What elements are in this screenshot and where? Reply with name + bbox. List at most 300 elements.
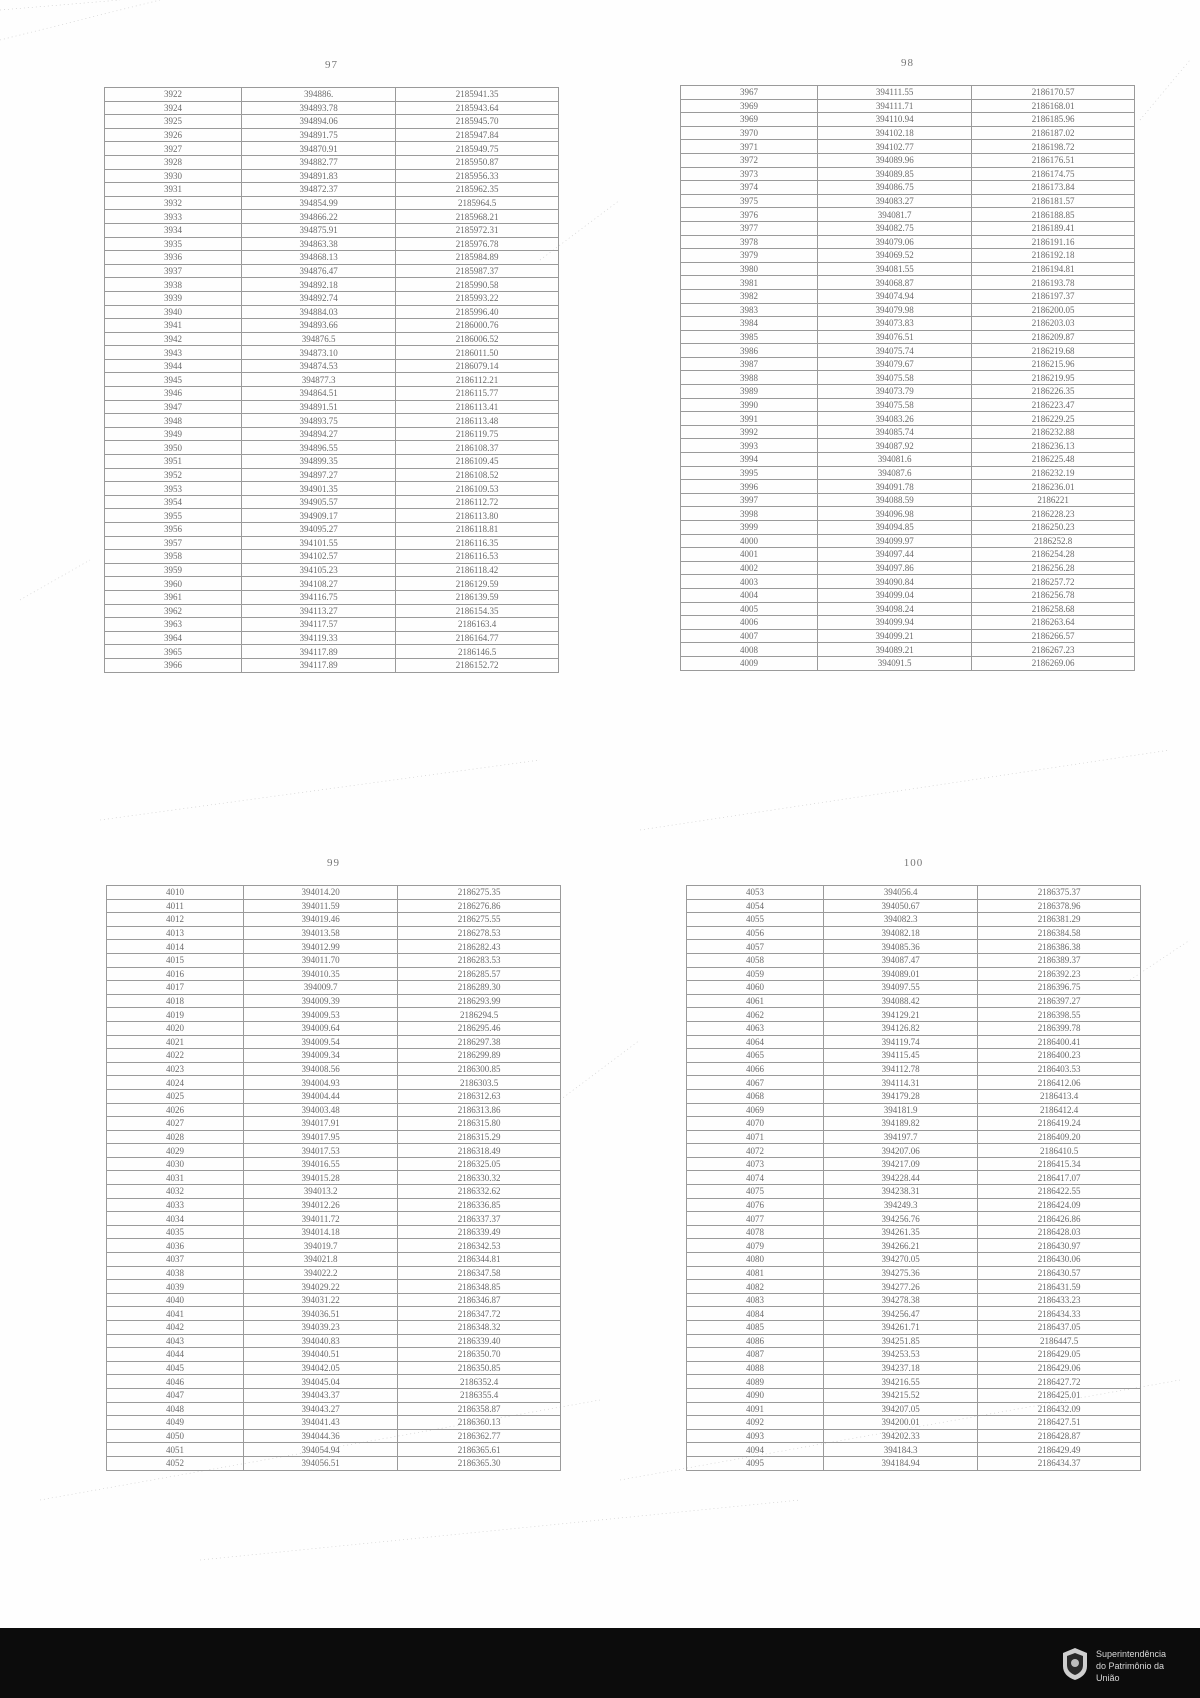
point-id-cell: 4055 (687, 913, 824, 927)
coordinate-page-100 (686, 857, 1141, 1471)
table-row (107, 1076, 561, 1090)
coordinate-page-97 (104, 59, 559, 673)
table-row (107, 1089, 561, 1103)
point-id-cell: 3973 (681, 167, 818, 181)
point-id-cell: 4066 (687, 1062, 824, 1076)
table-row (105, 387, 559, 401)
table-row (107, 940, 561, 954)
northing-cell: 2186228.23 (972, 507, 1135, 521)
point-id-cell: 4010 (107, 886, 244, 900)
point-id-cell: 4030 (107, 1157, 244, 1171)
point-id-cell: 3980 (681, 262, 818, 276)
point-id-cell: 3984 (681, 317, 818, 331)
easting-cell: 394009.54 (244, 1035, 398, 1049)
northing-cell: 2186412.4 (978, 1103, 1141, 1117)
point-id-cell: 3987 (681, 357, 818, 371)
table-row (107, 1402, 561, 1416)
easting-cell: 394110.94 (818, 113, 972, 127)
northing-cell: 2186400.23 (978, 1049, 1141, 1063)
point-id-cell: 4001 (681, 548, 818, 562)
easting-cell: 394114.31 (824, 1076, 978, 1090)
table-row (687, 1212, 1141, 1226)
table-row (687, 886, 1141, 900)
northing-cell: 2186285.57 (398, 967, 561, 981)
table-row (107, 1348, 561, 1362)
point-id-cell: 3965 (105, 645, 242, 659)
easting-cell: 394009.53 (244, 1008, 398, 1022)
point-id-cell: 4070 (687, 1117, 824, 1131)
easting-cell: 394009.7 (244, 981, 398, 995)
point-id-cell: 4077 (687, 1212, 824, 1226)
easting-cell: 394097.55 (824, 981, 978, 995)
table-row (107, 1117, 561, 1131)
table-row (687, 913, 1141, 927)
point-id-cell: 3930 (105, 169, 242, 183)
table-row (681, 153, 1135, 167)
point-id-cell: 3946 (105, 387, 242, 401)
northing-cell: 2186129.59 (396, 577, 559, 591)
easting-cell: 394251.85 (824, 1334, 978, 1348)
northing-cell: 2186360.13 (398, 1416, 561, 1430)
point-id-cell: 3953 (105, 482, 242, 496)
table-row (105, 441, 559, 455)
point-id-cell: 3945 (105, 373, 242, 387)
northing-cell: 2186189.41 (972, 221, 1135, 235)
easting-cell: 394012.99 (244, 940, 398, 954)
easting-cell: 394019.7 (244, 1239, 398, 1253)
northing-cell: 2185984.89 (396, 251, 559, 265)
easting-cell: 394099.97 (818, 534, 972, 548)
easting-cell: 394054.94 (244, 1443, 398, 1457)
easting-cell: 394094.85 (818, 521, 972, 535)
northing-cell: 2186200.05 (972, 303, 1135, 317)
point-id-cell: 4049 (107, 1416, 244, 1430)
table-row (681, 126, 1135, 140)
northing-cell: 2186427.51 (978, 1416, 1141, 1430)
easting-cell: 394886. (242, 88, 396, 102)
northing-cell: 2186170.57 (972, 86, 1135, 100)
table-row (107, 1130, 561, 1144)
table-row (105, 359, 559, 373)
table-row (681, 317, 1135, 331)
northing-cell: 2186355.4 (398, 1388, 561, 1402)
point-id-cell: 4013 (107, 926, 244, 940)
northing-cell: 2186429.06 (978, 1361, 1141, 1375)
northing-cell: 2186250.23 (972, 521, 1135, 535)
table-row (107, 899, 561, 913)
point-id-cell: 4081 (687, 1266, 824, 1280)
table-row (687, 1225, 1141, 1239)
easting-cell: 394876.5 (242, 332, 396, 346)
easting-cell: 394004.93 (244, 1076, 398, 1090)
point-id-cell: 3979 (681, 249, 818, 263)
northing-cell: 2186447.5 (978, 1334, 1141, 1348)
easting-cell: 394108.27 (242, 577, 396, 591)
table-row (105, 373, 559, 387)
easting-cell: 394256.76 (824, 1212, 978, 1226)
point-id-cell: 3937 (105, 264, 242, 278)
northing-cell: 2186332.62 (398, 1185, 561, 1199)
table-row (105, 115, 559, 129)
northing-cell: 2186346.87 (398, 1293, 561, 1307)
northing-cell: 2186267.23 (972, 643, 1135, 657)
table-row (687, 1266, 1141, 1280)
table-row (681, 235, 1135, 249)
northing-cell: 2186152.72 (396, 658, 559, 672)
easting-cell: 394003.48 (244, 1103, 398, 1117)
point-id-cell: 3925 (105, 115, 242, 129)
point-id-cell: 4005 (681, 602, 818, 616)
easting-cell: 394207.05 (824, 1402, 978, 1416)
northing-cell: 2186252.8 (972, 534, 1135, 548)
easting-cell: 394015.28 (244, 1171, 398, 1185)
point-id-cell: 4003 (681, 575, 818, 589)
northing-cell: 2186362.77 (398, 1429, 561, 1443)
table-row (107, 1225, 561, 1239)
point-id-cell: 4045 (107, 1361, 244, 1375)
table-row (107, 1307, 561, 1321)
table-row (681, 344, 1135, 358)
point-id-cell: 4067 (687, 1076, 824, 1090)
point-id-cell: 4078 (687, 1225, 824, 1239)
easting-cell: 394098.24 (818, 602, 972, 616)
northing-cell: 2186426.86 (978, 1212, 1141, 1226)
northing-cell: 2186381.29 (978, 913, 1141, 927)
northing-cell: 2186400.41 (978, 1035, 1141, 1049)
table-row (107, 1375, 561, 1389)
easting-cell: 394085.36 (824, 940, 978, 954)
easting-cell: 394087.92 (818, 439, 972, 453)
point-id-cell: 4032 (107, 1185, 244, 1199)
easting-cell: 394075.58 (818, 398, 972, 412)
northing-cell: 2186337.37 (398, 1212, 561, 1226)
northing-cell: 2186198.72 (972, 140, 1135, 154)
easting-cell: 394215.52 (824, 1388, 978, 1402)
easting-cell: 394036.51 (244, 1307, 398, 1321)
table-row (105, 142, 559, 156)
northing-cell: 2185945.70 (396, 115, 559, 129)
easting-cell: 394013.58 (244, 926, 398, 940)
table-row (681, 412, 1135, 426)
easting-cell: 394101.55 (242, 536, 396, 550)
easting-cell: 394891.51 (242, 400, 396, 414)
table-row (687, 926, 1141, 940)
point-id-cell: 4095 (687, 1456, 824, 1470)
northing-cell: 2186410.5 (978, 1144, 1141, 1158)
northing-cell: 2186194.81 (972, 262, 1135, 276)
northing-cell: 2186226.35 (972, 385, 1135, 399)
easting-cell: 394099.94 (818, 616, 972, 630)
table-row (687, 899, 1141, 913)
table-row (687, 1334, 1141, 1348)
table-row (681, 466, 1135, 480)
northing-cell: 2185943.64 (396, 101, 559, 115)
point-id-cell: 4031 (107, 1171, 244, 1185)
point-id-cell: 3994 (681, 453, 818, 467)
northing-cell: 2186303.5 (398, 1076, 561, 1090)
easting-cell: 394016.55 (244, 1157, 398, 1171)
table-row (105, 305, 559, 319)
northing-cell: 2186282.43 (398, 940, 561, 954)
easting-cell: 394129.21 (824, 1008, 978, 1022)
point-id-cell: 4009 (681, 656, 818, 670)
easting-cell: 394884.03 (242, 305, 396, 319)
table-row (681, 357, 1135, 371)
table-row (105, 604, 559, 618)
easting-cell: 394097.44 (818, 548, 972, 562)
easting-cell: 394011.70 (244, 953, 398, 967)
coordinate-table (680, 85, 1135, 671)
point-id-cell: 4092 (687, 1416, 824, 1430)
table-row (107, 1266, 561, 1280)
point-id-cell: 4063 (687, 1021, 824, 1035)
easting-cell: 394892.18 (242, 278, 396, 292)
northing-cell: 2186294.5 (398, 1008, 561, 1022)
easting-cell: 394091.5 (818, 656, 972, 670)
northing-cell: 2186219.95 (972, 371, 1135, 385)
easting-cell: 394088.59 (818, 493, 972, 507)
point-id-cell: 4044 (107, 1348, 244, 1362)
easting-cell: 394102.77 (818, 140, 972, 154)
northing-cell: 2186430.57 (978, 1266, 1141, 1280)
table-row (681, 453, 1135, 467)
northing-cell: 2186079.14 (396, 359, 559, 373)
point-id-cell: 4038 (107, 1266, 244, 1280)
table-row (107, 1443, 561, 1457)
northing-cell: 2186185.96 (972, 113, 1135, 127)
northing-cell: 2186221 (972, 493, 1135, 507)
northing-cell: 2186011.50 (396, 346, 559, 360)
point-id-cell: 3943 (105, 346, 242, 360)
northing-cell: 2186113.80 (396, 509, 559, 523)
easting-cell: 394089.96 (818, 153, 972, 167)
point-id-cell: 4042 (107, 1321, 244, 1335)
table-row (105, 332, 559, 346)
northing-cell: 2186339.40 (398, 1334, 561, 1348)
table-row (681, 99, 1135, 113)
northing-cell: 2186119.75 (396, 427, 559, 441)
table-row (107, 1035, 561, 1049)
northing-cell: 2186209.87 (972, 330, 1135, 344)
easting-cell: 394905.57 (242, 495, 396, 509)
table-row (105, 455, 559, 469)
northing-cell: 2186434.33 (978, 1307, 1141, 1321)
easting-cell: 394045.04 (244, 1375, 398, 1389)
northing-cell: 2186188.85 (972, 208, 1135, 222)
northing-cell: 2186118.81 (396, 523, 559, 537)
easting-cell: 394893.78 (242, 101, 396, 115)
point-id-cell: 3960 (105, 577, 242, 591)
point-id-cell: 4052 (107, 1456, 244, 1470)
point-id-cell: 4089 (687, 1375, 824, 1389)
table-row (105, 577, 559, 591)
point-id-cell: 4035 (107, 1225, 244, 1239)
point-id-cell: 3940 (105, 305, 242, 319)
easting-cell: 394074.94 (818, 289, 972, 303)
easting-cell: 394256.47 (824, 1307, 978, 1321)
table-row (107, 1021, 561, 1035)
point-id-cell: 4028 (107, 1130, 244, 1144)
table-row (105, 346, 559, 360)
table-row (107, 886, 561, 900)
northing-cell: 2186352.4 (398, 1375, 561, 1389)
point-id-cell: 3942 (105, 332, 242, 346)
point-id-cell: 4084 (687, 1307, 824, 1321)
easting-cell: 394099.21 (818, 629, 972, 643)
table-row (681, 561, 1135, 575)
northing-cell: 2186415.34 (978, 1157, 1141, 1171)
northing-cell: 2186112.21 (396, 373, 559, 387)
easting-cell: 394076.51 (818, 330, 972, 344)
footer-line-1: Superintendência (1096, 1649, 1167, 1659)
northing-cell: 2186429.49 (978, 1443, 1141, 1457)
point-id-cell: 4047 (107, 1388, 244, 1402)
table-row (105, 590, 559, 604)
point-id-cell: 4093 (687, 1429, 824, 1443)
northing-cell: 2186232.19 (972, 466, 1135, 480)
footer-band (0, 1628, 1200, 1698)
northing-cell: 2186428.87 (978, 1429, 1141, 1443)
point-id-cell: 4029 (107, 1144, 244, 1158)
table-row (107, 1361, 561, 1375)
table-row (687, 1062, 1141, 1076)
easting-cell: 394012.26 (244, 1198, 398, 1212)
easting-cell: 394056.4 (824, 886, 978, 900)
table-row (687, 1375, 1141, 1389)
point-id-cell: 4053 (687, 886, 824, 900)
point-id-cell: 3944 (105, 359, 242, 373)
easting-cell: 394082.3 (824, 913, 978, 927)
easting-cell: 394088.42 (824, 994, 978, 1008)
easting-cell: 394102.18 (818, 126, 972, 140)
northing-cell: 2186193.78 (972, 276, 1135, 290)
point-id-cell: 3954 (105, 495, 242, 509)
table-row (105, 237, 559, 251)
point-id-cell: 4062 (687, 1008, 824, 1022)
northing-cell: 2185949.75 (396, 142, 559, 156)
table-row (687, 1443, 1141, 1457)
easting-cell: 394039.23 (244, 1321, 398, 1335)
point-id-cell: 4033 (107, 1198, 244, 1212)
northing-cell: 2186398.55 (978, 1008, 1141, 1022)
northing-cell: 2186297.38 (398, 1035, 561, 1049)
northing-cell: 2186276.86 (398, 899, 561, 913)
point-id-cell: 4014 (107, 940, 244, 954)
point-id-cell: 4075 (687, 1185, 824, 1199)
point-id-cell: 3931 (105, 183, 242, 197)
northing-cell: 2186378.96 (978, 899, 1141, 913)
table-row (105, 427, 559, 441)
table-row (107, 1212, 561, 1226)
point-id-cell: 3969 (681, 113, 818, 127)
point-id-cell: 3997 (681, 493, 818, 507)
easting-cell: 394876.47 (242, 264, 396, 278)
table-row (681, 208, 1135, 222)
easting-cell: 394004.44 (244, 1089, 398, 1103)
point-id-cell: 3934 (105, 223, 242, 237)
northing-cell: 2186223.47 (972, 398, 1135, 412)
point-id-cell: 3993 (681, 439, 818, 453)
table-row (681, 249, 1135, 263)
easting-cell: 394082.18 (824, 926, 978, 940)
easting-cell: 394266.21 (824, 1239, 978, 1253)
easting-cell: 394116.75 (242, 590, 396, 604)
northing-cell: 2186430.06 (978, 1253, 1141, 1267)
table-row (681, 629, 1135, 643)
point-id-cell: 3971 (681, 140, 818, 154)
northing-cell: 2186384.58 (978, 926, 1141, 940)
easting-cell: 394019.46 (244, 913, 398, 927)
table-row (105, 196, 559, 210)
northing-cell: 2186412.06 (978, 1076, 1141, 1090)
northing-cell: 2185996.40 (396, 305, 559, 319)
table-row (681, 521, 1135, 535)
point-id-cell: 4046 (107, 1375, 244, 1389)
easting-cell: 394022.2 (244, 1266, 398, 1280)
easting-cell: 394043.27 (244, 1402, 398, 1416)
table-row (105, 155, 559, 169)
northing-cell: 2186192.18 (972, 249, 1135, 263)
table-row (105, 264, 559, 278)
northing-cell: 2186422.55 (978, 1185, 1141, 1199)
northing-cell: 2186181.57 (972, 194, 1135, 208)
northing-cell: 2186163.4 (396, 618, 559, 632)
table-row (107, 1429, 561, 1443)
easting-cell: 394113.27 (242, 604, 396, 618)
table-row (107, 1198, 561, 1212)
point-id-cell: 4051 (107, 1443, 244, 1457)
point-id-cell: 4090 (687, 1388, 824, 1402)
point-id-cell: 3958 (105, 550, 242, 564)
easting-cell: 394117.57 (242, 618, 396, 632)
table-row (687, 1293, 1141, 1307)
point-id-cell: 4071 (687, 1130, 824, 1144)
footer-line-2: do Patrimônio da União (1096, 1661, 1165, 1683)
table-row (107, 913, 561, 927)
northing-cell: 2186108.52 (396, 468, 559, 482)
point-id-cell: 4039 (107, 1280, 244, 1294)
point-id-cell: 3972 (681, 153, 818, 167)
point-id-cell: 4085 (687, 1321, 824, 1335)
table-row (687, 1198, 1141, 1212)
northing-cell: 2186112.72 (396, 495, 559, 509)
easting-cell: 394081.7 (818, 208, 972, 222)
northing-cell: 2186164.77 (396, 631, 559, 645)
table-row (681, 588, 1135, 602)
point-id-cell: 4050 (107, 1429, 244, 1443)
table-row (105, 618, 559, 632)
point-id-cell: 3939 (105, 291, 242, 305)
northing-cell: 2186399.78 (978, 1021, 1141, 1035)
easting-cell: 394073.83 (818, 317, 972, 331)
northing-cell: 2185993.22 (396, 291, 559, 305)
northing-cell: 2186113.41 (396, 400, 559, 414)
table-row (687, 1049, 1141, 1063)
easting-cell: 394126.82 (824, 1021, 978, 1035)
easting-cell: 394119.33 (242, 631, 396, 645)
easting-cell: 394009.64 (244, 1021, 398, 1035)
northing-cell: 2186108.37 (396, 441, 559, 455)
table-row (105, 658, 559, 672)
point-id-cell: 3927 (105, 142, 242, 156)
northing-cell: 2186236.01 (972, 480, 1135, 494)
point-id-cell: 3932 (105, 196, 242, 210)
table-row (107, 981, 561, 995)
easting-cell: 394010.35 (244, 967, 398, 981)
easting-cell: 394184.3 (824, 1443, 978, 1457)
point-id-cell: 4036 (107, 1239, 244, 1253)
table-row (681, 507, 1135, 521)
